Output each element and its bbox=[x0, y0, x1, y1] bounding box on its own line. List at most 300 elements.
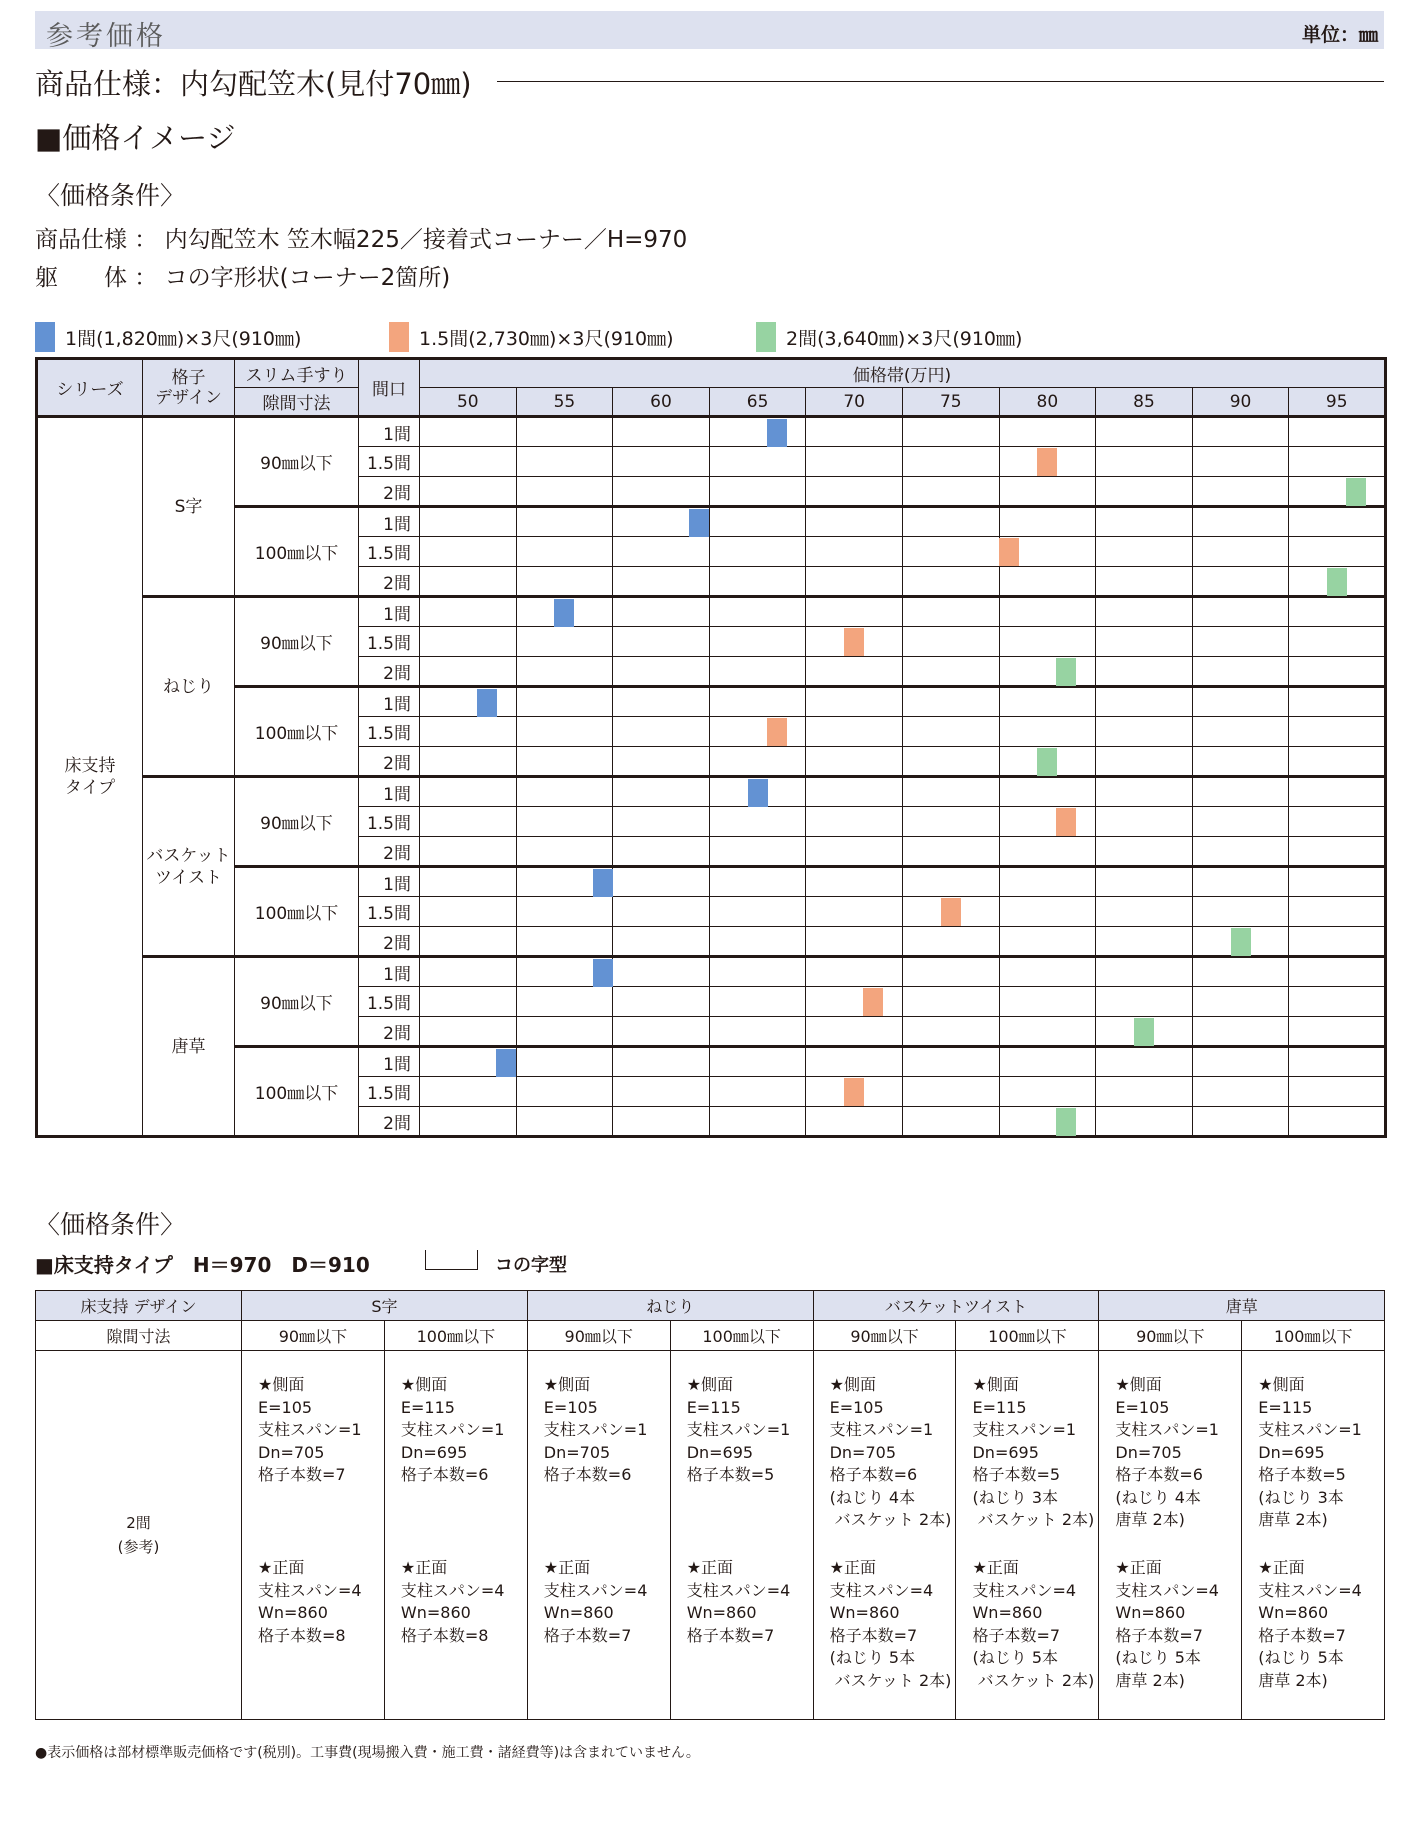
price-grid-cell bbox=[420, 747, 517, 777]
legend-label: 1間(1,820㎜)×3尺(910㎜) bbox=[65, 327, 302, 350]
price-grid-cell bbox=[806, 567, 903, 597]
price-grid-cell bbox=[709, 1077, 806, 1107]
price-grid-cell bbox=[1192, 447, 1289, 477]
price-grid-cell bbox=[902, 837, 999, 867]
price-marker bbox=[477, 689, 497, 717]
front-spec: ★正面 支柱スパン=4 Wn=860 格子本数=7 bbox=[686, 1558, 791, 1645]
spec-cell bbox=[1242, 1351, 1385, 1720]
price-grid-cell bbox=[516, 597, 613, 627]
price-grid-cell bbox=[420, 1107, 517, 1137]
price-grid-cell bbox=[516, 957, 613, 987]
price-grid-cell bbox=[999, 1047, 1096, 1077]
price-grid-cell bbox=[613, 987, 710, 1017]
price-grid-cell bbox=[1192, 507, 1289, 537]
price-grid-cell bbox=[1192, 627, 1289, 657]
gap-header: 100㎜以下 bbox=[1242, 1321, 1385, 1351]
price-tick-label: 65 bbox=[709, 388, 806, 417]
price-grid-cell bbox=[613, 537, 710, 567]
price-grid-cell bbox=[806, 717, 903, 747]
price-grid-cell bbox=[709, 747, 806, 777]
price-grid-cell bbox=[1192, 807, 1289, 837]
price-grid-cell bbox=[999, 837, 1096, 867]
price-grid-cell bbox=[999, 777, 1096, 807]
frontage-cell: 1.5間 bbox=[359, 447, 420, 477]
price-grid-cell bbox=[999, 477, 1096, 507]
price-grid-cell bbox=[1096, 777, 1193, 807]
price-grid-cell bbox=[516, 687, 613, 717]
price-grid-cell bbox=[613, 747, 710, 777]
price-grid-cell bbox=[1289, 657, 1386, 687]
price-grid-cell bbox=[709, 1107, 806, 1137]
price-grid-cell bbox=[902, 1077, 999, 1107]
price-grid-cell bbox=[613, 627, 710, 657]
price-grid-cell bbox=[420, 447, 517, 477]
price-grid-cell bbox=[613, 1017, 710, 1047]
front-spec: ★正面 支柱スパン=4 Wn=860 格子本数=8 bbox=[258, 1558, 362, 1645]
price-grid-cell bbox=[1289, 447, 1386, 477]
price-marker bbox=[496, 1049, 516, 1077]
price-grid-cell bbox=[1192, 477, 1289, 507]
price-grid-cell bbox=[999, 1017, 1096, 1047]
gap-header: 90㎜以下 bbox=[242, 1321, 385, 1351]
price-grid-cell bbox=[709, 717, 806, 747]
price-grid-cell bbox=[613, 417, 710, 447]
price-grid-cell bbox=[1192, 537, 1289, 567]
price-grid-cell bbox=[709, 1047, 806, 1077]
conditions-heading: 〈価格条件〉 bbox=[35, 181, 186, 210]
frontage-cell: 1.5間 bbox=[359, 537, 420, 567]
price-grid-cell bbox=[516, 1077, 613, 1107]
price-grid-cell bbox=[902, 537, 999, 567]
price-grid-cell bbox=[420, 777, 517, 807]
row-header-design: 床支持 デザイン bbox=[36, 1291, 242, 1321]
price-grid-cell bbox=[613, 567, 710, 597]
design-cell: 唐草 bbox=[143, 957, 235, 1137]
price-grid-cell bbox=[902, 507, 999, 537]
price-grid-cell bbox=[516, 717, 613, 747]
price-grid-cell bbox=[999, 657, 1096, 687]
price-grid-cell bbox=[806, 777, 903, 807]
price-row bbox=[37, 1047, 1386, 1077]
price-grid-cell bbox=[1096, 807, 1193, 837]
frontage-cell: 2間 bbox=[359, 567, 420, 597]
spec-title: 商品仕様：内勾配笠木(見付70㎜) bbox=[35, 67, 472, 101]
price-grid-cell bbox=[709, 957, 806, 987]
price-grid-cell bbox=[420, 477, 517, 507]
price-tick-label: 85 bbox=[1096, 388, 1193, 417]
price-grid-cell bbox=[999, 747, 1096, 777]
price-row bbox=[37, 777, 1386, 807]
legend-item bbox=[35, 322, 301, 352]
price-grid-cell bbox=[613, 1047, 710, 1077]
price-grid-cell bbox=[999, 717, 1096, 747]
type-line: ■床支持タイプ H＝970 D＝910 bbox=[35, 1253, 370, 1277]
price-grid-cell bbox=[999, 957, 1096, 987]
header-frontage: 間口 bbox=[359, 359, 420, 417]
price-grid-cell bbox=[1096, 747, 1193, 777]
price-grid-cell bbox=[806, 597, 903, 627]
price-grid-cell bbox=[516, 927, 613, 957]
price-grid-cell bbox=[420, 567, 517, 597]
price-grid-cell bbox=[1289, 537, 1386, 567]
price-grid-cell bbox=[709, 417, 806, 447]
price-grid-cell bbox=[1192, 567, 1289, 597]
frontage-cell: 2間 bbox=[359, 1017, 420, 1047]
price-grid-cell bbox=[516, 477, 613, 507]
price-grid-cell bbox=[1192, 1107, 1289, 1137]
price-grid-cell bbox=[1289, 837, 1386, 867]
price-grid-cell bbox=[1192, 1077, 1289, 1107]
price-grid-cell bbox=[613, 717, 710, 747]
design-header: ねじり bbox=[527, 1291, 813, 1321]
side-spec: ★側面 E=105 支柱スパン=1 Dn=705 格子本数=6 bbox=[543, 1375, 648, 1484]
price-grid-cell bbox=[1096, 477, 1193, 507]
frontage-cell: 2間 bbox=[359, 747, 420, 777]
price-grid-cell bbox=[1096, 717, 1193, 747]
price-grid-cell bbox=[1096, 1017, 1193, 1047]
condition-row: 商品仕様 ： 内勾配笠木 笠木幅225／接着式コーナー／H=970 bbox=[35, 227, 688, 253]
price-grid-cell bbox=[999, 867, 1096, 897]
price-image-heading: ■価格イメージ bbox=[35, 121, 236, 155]
price-grid-cell bbox=[1289, 747, 1386, 777]
price-grid-cell bbox=[806, 1017, 903, 1047]
price-grid-cell bbox=[806, 747, 903, 777]
price-marker bbox=[941, 898, 961, 926]
design-cell: バスケット ツイスト bbox=[143, 777, 235, 957]
price-grid-cell bbox=[613, 807, 710, 837]
row-label-2ken: 2間 (参考) bbox=[36, 1351, 242, 1720]
frontage-cell: 1間 bbox=[359, 507, 420, 537]
price-grid-cell bbox=[709, 987, 806, 1017]
price-grid-cell bbox=[420, 897, 517, 927]
price-marker bbox=[1056, 808, 1076, 836]
gap-cell: 90㎜以下 bbox=[235, 777, 359, 867]
price-grid-cell bbox=[1289, 867, 1386, 897]
price-grid-cell bbox=[1096, 1077, 1193, 1107]
price-grid-cell bbox=[806, 957, 903, 987]
price-grid-cell bbox=[1289, 897, 1386, 927]
price-marker bbox=[999, 538, 1019, 566]
gap-cell: 90㎜以下 bbox=[235, 417, 359, 507]
price-marker bbox=[689, 509, 709, 537]
price-grid-cell bbox=[613, 657, 710, 687]
price-grid-cell bbox=[1289, 1107, 1386, 1137]
price-grid-cell bbox=[806, 537, 903, 567]
price-marker bbox=[554, 599, 574, 627]
price-grid-cell bbox=[1289, 987, 1386, 1017]
price-grid-cell bbox=[613, 1077, 710, 1107]
frontage-cell: 1.5間 bbox=[359, 987, 420, 1017]
spec-cell bbox=[670, 1351, 813, 1720]
price-grid-cell bbox=[516, 627, 613, 657]
price-grid-cell bbox=[709, 837, 806, 867]
price-tick-label: 70 bbox=[806, 388, 903, 417]
price-marker bbox=[1327, 568, 1347, 596]
price-grid-cell bbox=[709, 1017, 806, 1047]
gap-header: 90㎜以下 bbox=[527, 1321, 670, 1351]
price-grid-cell bbox=[516, 747, 613, 777]
price-grid-cell bbox=[420, 927, 517, 957]
price-grid-cell bbox=[420, 627, 517, 657]
price-grid-cell bbox=[709, 867, 806, 897]
price-grid-cell bbox=[1289, 687, 1386, 717]
side-spec: ★側面 E=115 支柱スパン=1 Dn=695 格子本数=5 bbox=[686, 1375, 791, 1484]
price-grid-cell bbox=[1096, 1107, 1193, 1137]
price-grid-cell bbox=[1289, 507, 1386, 537]
price-grid-cell bbox=[1096, 417, 1193, 447]
header-design: 格子 デザイン bbox=[143, 359, 235, 417]
price-grid-cell bbox=[516, 417, 613, 447]
price-marker bbox=[1056, 1108, 1076, 1136]
price-grid-cell bbox=[420, 957, 517, 987]
price-grid-cell bbox=[999, 807, 1096, 837]
price-grid-cell bbox=[1096, 627, 1193, 657]
price-grid-cell bbox=[709, 597, 806, 627]
spec-cell bbox=[956, 1351, 1099, 1720]
price-grid-cell bbox=[999, 447, 1096, 477]
gap-header: 100㎜以下 bbox=[956, 1321, 1099, 1351]
gap-header: 90㎜以下 bbox=[813, 1321, 956, 1351]
price-row bbox=[37, 507, 1386, 537]
frontage-cell: 1間 bbox=[359, 687, 420, 717]
price-grid-cell bbox=[613, 837, 710, 867]
price-marker bbox=[1056, 658, 1076, 686]
price-grid-cell bbox=[1096, 507, 1193, 537]
legend-label: 2間(3,640㎜)×3尺(910㎜) bbox=[786, 327, 1023, 350]
price-tick-label: 80 bbox=[999, 388, 1096, 417]
price-grid-cell bbox=[516, 987, 613, 1017]
page-title: 参考価格 bbox=[46, 21, 166, 52]
price-marker bbox=[748, 779, 768, 807]
price-tick-label: 75 bbox=[902, 388, 999, 417]
price-grid-cell bbox=[613, 687, 710, 717]
frontage-cell: 1間 bbox=[359, 957, 420, 987]
price-grid-cell bbox=[902, 657, 999, 687]
price-grid-cell bbox=[709, 567, 806, 597]
price-grid-cell bbox=[420, 687, 517, 717]
side-spec: ★側面 E=115 支柱スパン=1 Dn=695 格子本数=5 (ねじり 3本 バスケット 2本) bbox=[972, 1375, 1095, 1529]
price-grid-cell bbox=[902, 567, 999, 597]
price-grid-cell bbox=[709, 807, 806, 837]
price-marker bbox=[844, 1078, 864, 1106]
price-grid-cell bbox=[516, 837, 613, 867]
price-grid-cell bbox=[1096, 567, 1193, 597]
price-grid-cell bbox=[1096, 657, 1193, 687]
header-price-band: 価格帯(万円) bbox=[420, 359, 1386, 388]
price-grid-cell bbox=[613, 777, 710, 807]
price-grid-cell bbox=[1192, 1047, 1289, 1077]
price-grid-cell bbox=[516, 447, 613, 477]
price-grid-cell bbox=[902, 717, 999, 747]
price-grid-cell bbox=[1096, 687, 1193, 717]
price-grid-cell bbox=[902, 447, 999, 477]
spec-cell bbox=[384, 1351, 527, 1720]
price-grid-cell bbox=[1192, 687, 1289, 717]
spec-cell bbox=[813, 1351, 956, 1720]
price-grid-cell bbox=[1289, 1077, 1386, 1107]
gap-cell: 100㎜以下 bbox=[235, 507, 359, 597]
price-marker bbox=[767, 718, 787, 746]
price-grid-cell bbox=[902, 417, 999, 447]
condition-row: 躯 体 ： コの字形状(コーナー2箇所) bbox=[35, 265, 451, 291]
price-grid-cell bbox=[1192, 927, 1289, 957]
price-grid-cell bbox=[1192, 657, 1289, 687]
price-grid-cell bbox=[999, 417, 1096, 447]
legend-swatch-green bbox=[756, 322, 776, 352]
gap-cell: 90㎜以下 bbox=[235, 957, 359, 1047]
legend-item bbox=[756, 322, 1022, 352]
price-grid-cell bbox=[1289, 777, 1386, 807]
gap-cell: 90㎜以下 bbox=[235, 597, 359, 687]
price-grid-cell bbox=[516, 1017, 613, 1047]
price-grid-cell bbox=[516, 1047, 613, 1077]
price-grid-cell bbox=[420, 597, 517, 627]
header-band bbox=[35, 11, 1384, 49]
price-grid-cell bbox=[516, 657, 613, 687]
price-grid-cell bbox=[806, 807, 903, 837]
frontage-cell: 1.5間 bbox=[359, 717, 420, 747]
front-spec: ★正面 支柱スパン=4 Wn=860 格子本数=7 (ねじり 5本 バスケット 2本) bbox=[829, 1558, 952, 1690]
price-grid-cell bbox=[1289, 477, 1386, 507]
price-grid-cell bbox=[999, 687, 1096, 717]
price-grid-cell bbox=[420, 417, 517, 447]
price-grid-cell bbox=[806, 867, 903, 897]
price-grid-cell bbox=[806, 1107, 903, 1137]
price-grid-cell bbox=[806, 417, 903, 447]
conditions2-heading: 〈価格条件〉 bbox=[35, 1210, 186, 1239]
price-marker bbox=[1037, 748, 1057, 776]
frontage-cell: 2間 bbox=[359, 657, 420, 687]
price-grid-cell bbox=[709, 897, 806, 927]
price-grid-cell bbox=[516, 867, 613, 897]
price-grid-cell bbox=[709, 477, 806, 507]
price-grid-cell bbox=[806, 897, 903, 927]
price-band-table bbox=[35, 357, 1387, 1138]
price-grid-cell bbox=[806, 687, 903, 717]
header-slim: スリム手すり bbox=[235, 359, 359, 388]
price-grid-cell bbox=[806, 507, 903, 537]
price-grid-cell bbox=[902, 867, 999, 897]
price-grid-cell bbox=[613, 597, 710, 627]
side-spec: ★側面 E=105 支柱スパン=1 Dn=705 格子本数=6 (ねじり 4本 バスケット 2本) bbox=[829, 1375, 952, 1529]
price-tick-label: 90 bbox=[1192, 388, 1289, 417]
price-grid-cell bbox=[420, 717, 517, 747]
price-grid-cell bbox=[1289, 627, 1386, 657]
price-grid-cell bbox=[1192, 837, 1289, 867]
price-grid-cell bbox=[1192, 777, 1289, 807]
price-grid-cell bbox=[1192, 597, 1289, 627]
frontage-cell: 1間 bbox=[359, 867, 420, 897]
legend-label: 1.5間(2,730㎜)×3尺(910㎜) bbox=[419, 327, 674, 350]
spec-cell bbox=[1099, 1351, 1242, 1720]
frontage-cell: 1間 bbox=[359, 597, 420, 627]
price-grid-cell bbox=[709, 777, 806, 807]
price-grid-cell bbox=[1192, 897, 1289, 927]
price-grid-cell bbox=[806, 447, 903, 477]
price-marker bbox=[1037, 448, 1057, 476]
price-grid-cell bbox=[806, 657, 903, 687]
frontage-cell: 1間 bbox=[359, 777, 420, 807]
frontage-cell: 2間 bbox=[359, 1107, 420, 1137]
price-row bbox=[37, 597, 1386, 627]
price-grid-cell bbox=[1289, 717, 1386, 747]
legend-swatch-orange bbox=[389, 322, 409, 352]
price-grid-cell bbox=[902, 957, 999, 987]
frontage-cell: 2間 bbox=[359, 837, 420, 867]
price-grid-cell bbox=[420, 807, 517, 837]
frontage-cell: 1.5間 bbox=[359, 807, 420, 837]
row-header-gap: 隙間寸法 bbox=[36, 1321, 242, 1351]
price-grid-cell bbox=[1096, 987, 1193, 1017]
price-grid-cell bbox=[1192, 1017, 1289, 1047]
price-tick-label: 50 bbox=[420, 388, 517, 417]
price-grid-cell bbox=[420, 1077, 517, 1107]
price-grid-cell bbox=[1289, 597, 1386, 627]
price-grid-cell bbox=[613, 477, 710, 507]
price-grid-cell bbox=[613, 927, 710, 957]
design-header: バスケットツイスト bbox=[813, 1291, 1099, 1321]
price-grid-cell bbox=[902, 777, 999, 807]
gap-cell: 100㎜以下 bbox=[235, 687, 359, 777]
gap-header: 100㎜以下 bbox=[384, 1321, 527, 1351]
price-grid-cell bbox=[806, 627, 903, 657]
price-grid-cell bbox=[999, 627, 1096, 657]
price-grid-cell bbox=[613, 447, 710, 477]
spec-cell bbox=[242, 1351, 385, 1720]
price-grid-cell bbox=[1096, 957, 1193, 987]
header-series: シリーズ bbox=[37, 359, 143, 417]
price-grid-cell bbox=[709, 657, 806, 687]
price-grid-cell bbox=[1192, 987, 1289, 1017]
price-tick-label: 95 bbox=[1289, 388, 1386, 417]
price-marker bbox=[863, 988, 883, 1016]
price-grid-cell bbox=[902, 477, 999, 507]
price-grid-cell bbox=[999, 507, 1096, 537]
price-grid-cell bbox=[1096, 447, 1193, 477]
price-grid-cell bbox=[902, 1017, 999, 1047]
price-grid-cell bbox=[902, 687, 999, 717]
price-grid-cell bbox=[1096, 1047, 1193, 1077]
front-spec: ★正面 支柱スパン=4 Wn=860 格子本数=7 (ねじり 5本 唐草 2本) bbox=[1115, 1558, 1219, 1690]
price-grid-cell bbox=[613, 1107, 710, 1137]
price-grid-cell bbox=[999, 1077, 1096, 1107]
frontage-cell: 1間 bbox=[359, 1047, 420, 1077]
price-grid-cell bbox=[999, 927, 1096, 957]
price-grid-cell bbox=[1192, 867, 1289, 897]
price-grid-cell bbox=[902, 597, 999, 627]
price-grid-cell bbox=[806, 927, 903, 957]
price-grid-cell bbox=[420, 1047, 517, 1077]
price-grid-cell bbox=[1096, 927, 1193, 957]
conditions-table bbox=[35, 1290, 1385, 1720]
price-grid-cell bbox=[999, 1107, 1096, 1137]
price-grid-cell bbox=[999, 567, 1096, 597]
price-grid-cell bbox=[516, 807, 613, 837]
u-shape-icon bbox=[425, 1250, 478, 1270]
gap-cell: 100㎜以下 bbox=[235, 867, 359, 957]
frontage-cell: 2間 bbox=[359, 927, 420, 957]
price-grid-cell bbox=[902, 987, 999, 1017]
shape-label: コの字型 bbox=[495, 1255, 567, 1276]
price-grid-cell bbox=[420, 1017, 517, 1047]
gap-header: 90㎜以下 bbox=[1099, 1321, 1242, 1351]
price-grid-cell bbox=[1192, 747, 1289, 777]
price-marker bbox=[593, 869, 613, 897]
spec-cell bbox=[527, 1351, 670, 1720]
price-grid-cell bbox=[420, 657, 517, 687]
frontage-cell: 1間 bbox=[359, 417, 420, 447]
price-grid-cell bbox=[516, 1107, 613, 1137]
